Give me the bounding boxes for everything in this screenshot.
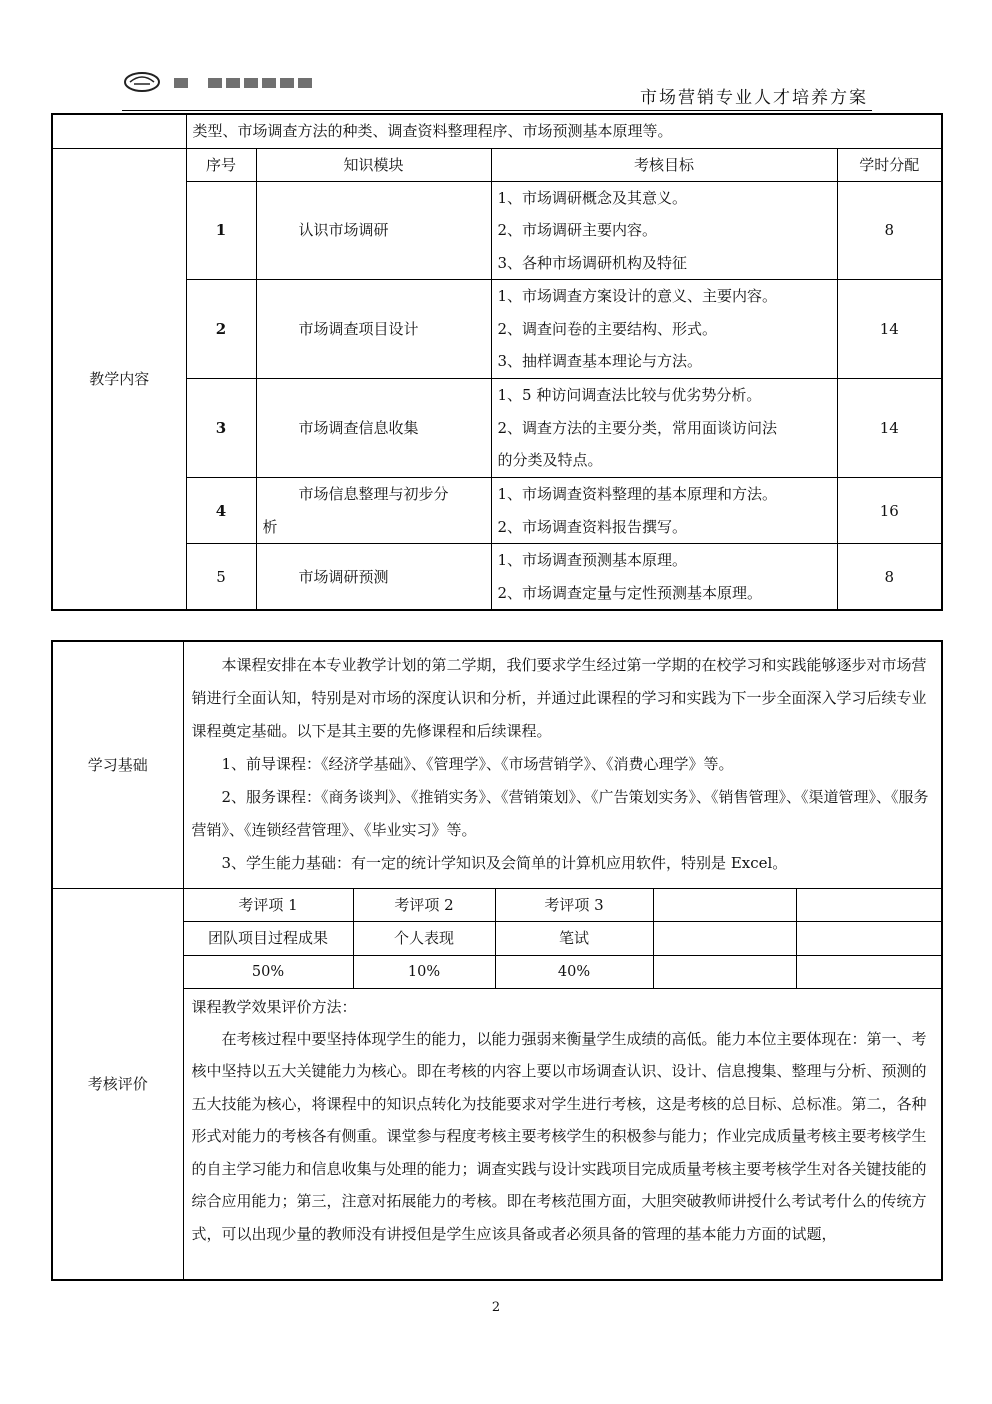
ability-foundation: 3、学生能力基础：有一定的统计学知识及会简单的计算机应用软件，特别是 Excel。 <box>221 854 788 873</box>
foundation-content <box>183 641 942 888</box>
row-goals: 1、市场调查方案设计的意义、主要内容。 2、调查问卷的主要结构、形式。 3、抽样调查基本理论与方法。 <box>491 280 837 379</box>
row-module: 市场调查项目设计 <box>256 280 491 379</box>
empty-cell <box>653 955 796 988</box>
row-no: 2 <box>186 280 256 379</box>
col-header-goal: 考核目标 <box>491 148 837 181</box>
row-goals: 1、5 种访问调查法比较与优劣势分析。 2、调查方法的主要分类，常用面谈访问法 的分类及特点。 <box>491 379 837 478</box>
assessment-item-weight: 50% <box>183 955 353 988</box>
empty-cell <box>796 888 942 921</box>
row-no: 3 <box>186 379 256 478</box>
empty-cell <box>653 921 796 955</box>
empty-cell <box>796 921 942 955</box>
table-row <box>52 181 942 280</box>
row-module: 市场调查信息收集 <box>256 379 491 478</box>
table-row <box>52 379 942 478</box>
assessment-item-type: 笔试 <box>495 921 653 955</box>
row-no: 1 <box>186 181 256 280</box>
service-courses: 2、服务课程：《商务谈判》、《推销实务》、《营销策划》、《广告策划实务》、《销售管理》、《渠道管理》、《服务营销》、《连锁经营管理》、《毕业实习》等。 <box>191 788 929 840</box>
table-row <box>52 478 942 544</box>
row-hours: 14 <box>837 379 942 478</box>
row-goals: 1、市场调查预测基本原理。 2、市场调查定量与定性预测基本原理。 <box>491 544 837 611</box>
assessment-item-name: 考评项 3 <box>495 888 653 921</box>
foundation-assessment-table <box>51 640 943 1281</box>
empty-cell <box>52 114 186 148</box>
row-module: 市场信息整理与初步分 析 <box>256 478 491 544</box>
assessment-item-type: 团队项目过程成果 <box>183 921 353 955</box>
row-no: 4 <box>186 478 256 544</box>
table-row <box>52 280 942 379</box>
assessment-item-name: 考评项 1 <box>183 888 353 921</box>
row-hours: 8 <box>837 544 942 611</box>
row-goals: 1、市场调研概念及其意义。 2、市场调研主要内容。 3、各种市场调研机构及特征 <box>491 181 837 280</box>
col-header-hours: 学时分配 <box>837 148 942 181</box>
assessment-item-type: 个人表现 <box>353 921 495 955</box>
document-title: 市场营销专业人才培养方案 <box>640 88 868 108</box>
row-no: 5 <box>186 544 256 611</box>
col-header-no: 序号 <box>186 148 256 181</box>
evaluation-method <box>183 988 942 1280</box>
prerequisite-courses: 1、前导课程：《经济学基础》、《管理学》、《市场营销学》、《消费心理学》等。 <box>221 755 734 774</box>
row-hours: 16 <box>837 478 942 544</box>
method-text: 在考核过程中要坚持体现学生的能力，以能力强弱来衡量学生成绩的高低。能力本位主要体现在：第一、考核中坚持以五大关键能力为核心。即在考核的内容上要以市场调查认识、设计、信息搜集、整理与分析、预测的五大技能为核心，将课程中的知识点转化为技能要求对学生进行考核，这是考核的总目标、总标准。第二，各种形式对能力的考核各有侧重。课堂参与程度考核主要考核学生的积极参与能力；作业完成质量考核主要考核学生的自主学习能力和信息收集与处理的能力；调查实践与设计实践项目完成质量考核主要考核学生对各关键技能的综合应用能力；第三，注意对拓展能力的考核。即在考核范围方面，大胆突破教师讲授什么考试考什么的传统方式，可以出现少量的教师没有讲授但是学生应该具备或者必须具备的管理的基本能力方面的试题， <box>191 1029 927 1243</box>
method-title: 课程教学效果评价方法： <box>191 997 357 1016</box>
row-module: 认识市场调研 <box>256 181 491 280</box>
col-header-module: 知识模块 <box>256 148 491 181</box>
row-goals: 1、市场调查资料整理的基本原理和方法。 2、市场调查资料报告撰写。 <box>491 478 837 544</box>
page-number: 2 <box>491 1300 501 1315</box>
table-row <box>52 544 942 611</box>
assessment-item-name: 考评项 2 <box>353 888 495 921</box>
row-hours: 8 <box>837 181 942 280</box>
row-hours: 14 <box>837 280 942 379</box>
assessment-item-weight: 10% <box>353 955 495 988</box>
assessment-item-weight: 40% <box>495 955 653 988</box>
intro-text: 类型、市场调查方法的种类、调查资料整理程序、市场预测基本原理等。 <box>186 114 942 148</box>
assessment-label: 考核评价 <box>52 888 183 1280</box>
section-label: 教学内容 <box>52 148 186 610</box>
teaching-content-table <box>51 113 943 611</box>
empty-cell <box>796 955 942 988</box>
foundation-paragraph: 本课程安排在本专业教学计划的第二学期，我们要求学生经过第一学期的在校学习和实践能够逐步对市场营销进行全面认知，特别是对市场的深度认识和分析，并通过此课程的学习和实践为下一步全面深入学习后续专业课程奠定基础。以下是其主要的先修课程和后续课程。 <box>191 656 927 741</box>
empty-cell <box>653 888 796 921</box>
page-header <box>122 70 872 111</box>
foundation-label: 学习基础 <box>52 641 183 888</box>
school-logo-icon <box>122 70 362 94</box>
row-module: 市场调研预测 <box>256 544 491 611</box>
